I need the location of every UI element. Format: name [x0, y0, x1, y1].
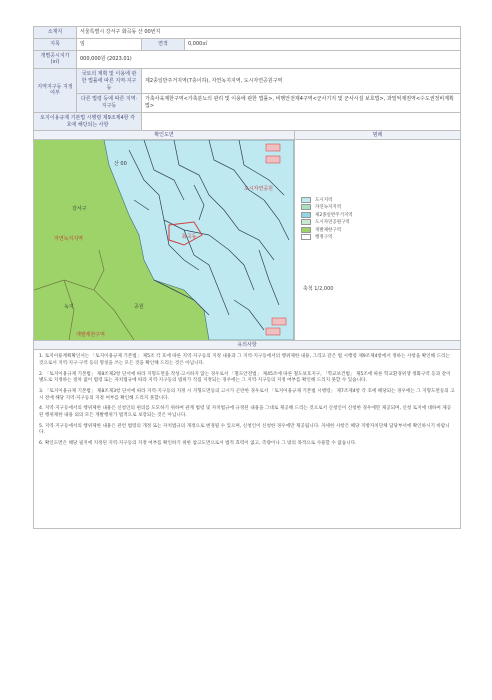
- note-paragraph: 4. 지역·지구등에서의 행위제한 내용은 신청인의 편의를 도모하기 위하여 관계 법령 및 자치법규에 규정된 내용을 그대로 제공해 드리는 것으로서 신청인이 신청한 경우에만 제공되며, 신청 토지에 대하여 제공된 행위제한 내용 외의 모든 개발행위가 법적으로 보장되는 것은 아닙니다.: [39, 406, 452, 418]
- legend-label: 도시지역: [315, 197, 333, 203]
- map-label-greenbelt: 개발제한구역: [76, 332, 105, 339]
- note-paragraph: 1. 토지이용계획확인서는 「토지이용규제 기본법」 제5조 각 호에 따른 지역·지구등의 지정 내용과 그 지역·지구등에서의 행위제한 내용, 그리고 같은 법 시행령 제9조제4항에서 정하는 사항을 확인해 드리는 것으로서 지역·지구·구역 등의 명칭을 쓰는 모든 것을 확인해 드리는 것은 아닙니다.: [39, 354, 450, 366]
- map-label-dong: 화곡동: [182, 234, 197, 241]
- legend-panel: [295, 140, 460, 340]
- legend-swatch: [301, 197, 311, 203]
- legend-swatch: [301, 204, 311, 210]
- map-graphic: [34, 140, 294, 340]
- map-label-park2: 공원: [134, 304, 144, 311]
- legend-label: 제2종일반주거지역: [315, 212, 353, 218]
- legend-label: 도시자연공원구역: [315, 220, 350, 226]
- legend-item: [301, 234, 353, 240]
- map-header: 확인도면: [33, 131, 295, 140]
- legend-header: 범례: [295, 131, 461, 140]
- note-paragraph: 5. 지역·지구등에서의 행위제한 내용은 관련 법령의 개정 또는 자치법규의 개정으로 변경될 수 있으며, 신청인이 신청한 경우에만 제공됩니다. 자세한 사항은 해당 지방자치단체 담당부서에 확인하시기 바랍니다.: [39, 423, 450, 436]
- legend-swatch: [301, 234, 311, 240]
- map-label-district: 강서구: [72, 206, 87, 213]
- zoning-other-label: 다른 법령 등에 따른 지역·지구등: [77, 94, 142, 113]
- legend-item: [301, 212, 353, 218]
- zoning-other-value: 가축사육제한구역<가축분뇨의 관리 및 이용에 관한 법률>, 비행안전제4구역<군사기지 및 군사시설 보호법>, 과밀억제권역<수도권정비계획법>: [142, 94, 461, 113]
- address-label: 소재지: [34, 27, 77, 39]
- area-label: 면적: [142, 38, 185, 50]
- zoning-label: 지역지구등 지정여부: [34, 69, 77, 113]
- legend-item: [301, 227, 353, 233]
- zoning-national-value: 제2종일반주거지역(7층이하), 자연녹지지역, 도시자연공원구역: [142, 69, 461, 94]
- note-paragraph: 3. 「토지이용규제 기본법」 제8조제3항 단서에 따라 지역·지구등의 지정 시 지형도면등의 고시가 곤란한 경우로서 「토지이용규제 기본법 시행령」 제7조제4항 각 호에 해당되는 경우에는 그 지형도면등의 고시 전에 해당 지역·지구등의 지정 여부를 확인해 드리지 못합니다.: [39, 388, 455, 401]
- area-value: 0,000㎡: [185, 38, 461, 50]
- red-tag-2: [266, 156, 280, 163]
- zoning-national-label: 국토의 계획 및 이용에 관한 법률에 따른 지역·지구등: [77, 69, 142, 94]
- confirmation-map: [34, 140, 295, 340]
- land-price-value: 000,000원 (2023.01): [77, 50, 461, 69]
- legend-label: 자연녹지지역: [315, 205, 342, 211]
- map-label-parcel: 산 00: [114, 161, 127, 168]
- legend-swatch: [301, 227, 311, 233]
- land-category-label: 지목: [34, 38, 77, 50]
- legend-item: [301, 219, 353, 225]
- legend-label: 행정구역: [315, 235, 333, 241]
- red-tag-1: [266, 144, 280, 151]
- legend-list: [301, 195, 353, 242]
- info-table: [33, 26, 461, 131]
- legend-label: 개발제한구역: [315, 227, 342, 233]
- red-tag-3: [272, 318, 286, 325]
- scale-text: 축척 1/2,000: [303, 286, 334, 293]
- legend-item: [301, 197, 353, 203]
- map-label-natural-green: 자연녹지지역: [54, 236, 83, 243]
- red-tag-4: [266, 328, 280, 335]
- notes-header: 유의사항: [33, 341, 461, 350]
- land-use-certificate: [33, 26, 461, 556]
- map-label-park: 도시자연공원: [244, 186, 273, 193]
- note-paragraph: 6. 확인도면은 해당 필지에 지정된 지역·지구등의 지정 여부를 확인하기 위한 참고도면으로서 법적 효력이 없고, 측량이나 그 밖의 목적으로 사용할 수 없습니다.: [39, 440, 357, 446]
- legend-swatch: [301, 219, 311, 225]
- decree-value: [142, 112, 461, 131]
- note-paragraph: 2. 「토지이용규제 기본법」 제8조제2항 단서에 따라 지형도면을 작성·고시하지 않는 경우로서 「철도안전법」 제45조에 따른 철도보호지구, 「학교보건법」 제5조에 따른 학교환경위생 정화구역 등과 같이 별도로 지정하는 절차 없이 법령 또는 자치법규에 따라 지역·지구등의 범위가 직접 지정되는 경우에는 그 지역·지구등의 지정 여부를 확인해 드리지 못할 수 있습니다.: [39, 371, 451, 384]
- address-value: 서울특별시 강서구 화곡동 산 00번지: [77, 27, 461, 39]
- notes-body: [33, 350, 461, 529]
- legend-item: [301, 204, 353, 210]
- land-category-value: 임: [77, 38, 142, 50]
- map-row: [33, 140, 461, 341]
- decree-label: 토지이용규제 기본법 시행령 제9조제4항 각 호에 해당되는 사항: [34, 112, 142, 131]
- map-label-green: 녹지: [64, 304, 74, 311]
- land-price-label: 개별공시지가(㎡): [34, 50, 77, 69]
- legend-swatch: [301, 212, 311, 218]
